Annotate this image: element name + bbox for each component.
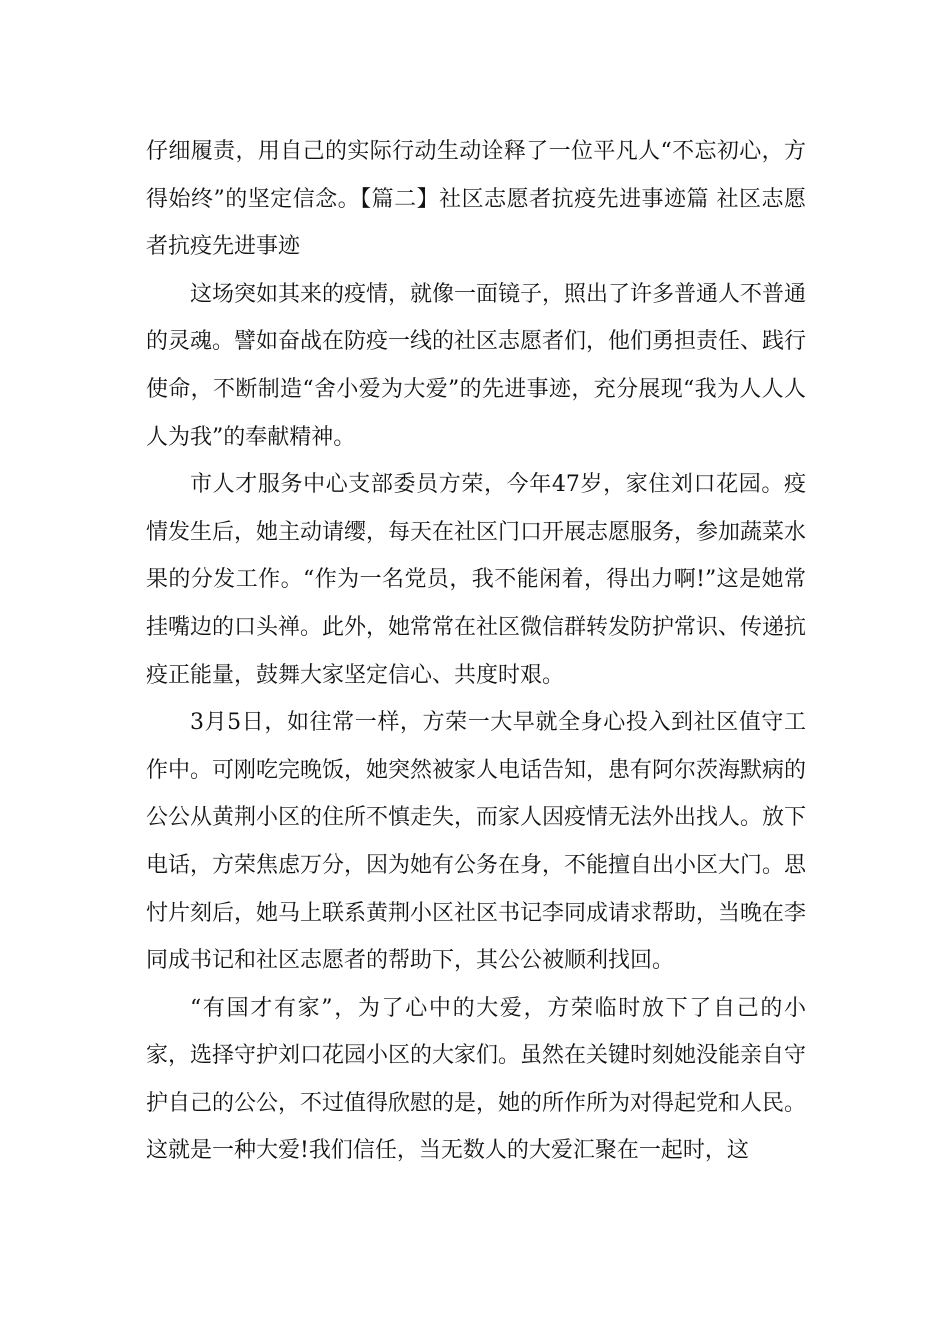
paragraph-1: 仔细履责，用自己的实际行动生动诠释了一位平凡人“不忘初心，方得始终”的坚定信念。【篇二】社区志愿者抗疫先进事迹篇 社区志愿者抗疫先进事迹 — [146, 139, 806, 260]
document-body — [146, 128, 806, 1175]
paragraph-2: 这场突如其来的疫情，就像一面镜子，照出了许多普通人不普通的灵魂。譬如奋战在防疫一线的社区志愿者们，他们勇担责任、践行使命，不断制造“舍小爱为大爱”的先进事迹，充分展现“我为人人人人为我”的奉献精神。 — [146, 281, 807, 450]
paragraph-4: 3月5日，如往常一样，方荣一大早就全身心投入到社区值守工作中。可刚吃完晚饭，她突然被家人电话告知，患有阿尔茨海默病的公公从黄荆小区的住所不慎走失，而家人因疫情无法外出找人。放下电话，方荣焦虑万分，因为她有公务在身，不能擅自出小区大门。思忖片刻后，她马上联系黄荆小区社区书记李同成请求帮助，当晚在李同成书记和社区志愿者的帮助下，其公公被顺利找回。 — [146, 710, 807, 974]
paragraph-3: 市人才服务中心支部委员方荣，今年47岁，家住刘口花园。疫情发生后，她主动请缨，每天在社区门口开展志愿服务，参加蔬菜水果的分发工作。“作为一名党员，我不能闲着，得出力啊!”这是她常挂嘴边的口头禅。此外，她常常在社区微信群转发防护常识、传递抗疫正能量，鼓舞大家坚定信心、共度时艰。 — [146, 472, 807, 688]
paragraph-5: “有国才有家”，为了心中的大爱，方荣临时放下了自己的小家，选择守护刘口花园小区的大家们。虽然在关键时刻她没能亲自守护自己的公公，不过值得欣慰的是，她的所作所为对得起党和人民。这就是一种大爱!我们信任，当无数人的大爱汇聚在一起时，这 — [146, 995, 807, 1164]
